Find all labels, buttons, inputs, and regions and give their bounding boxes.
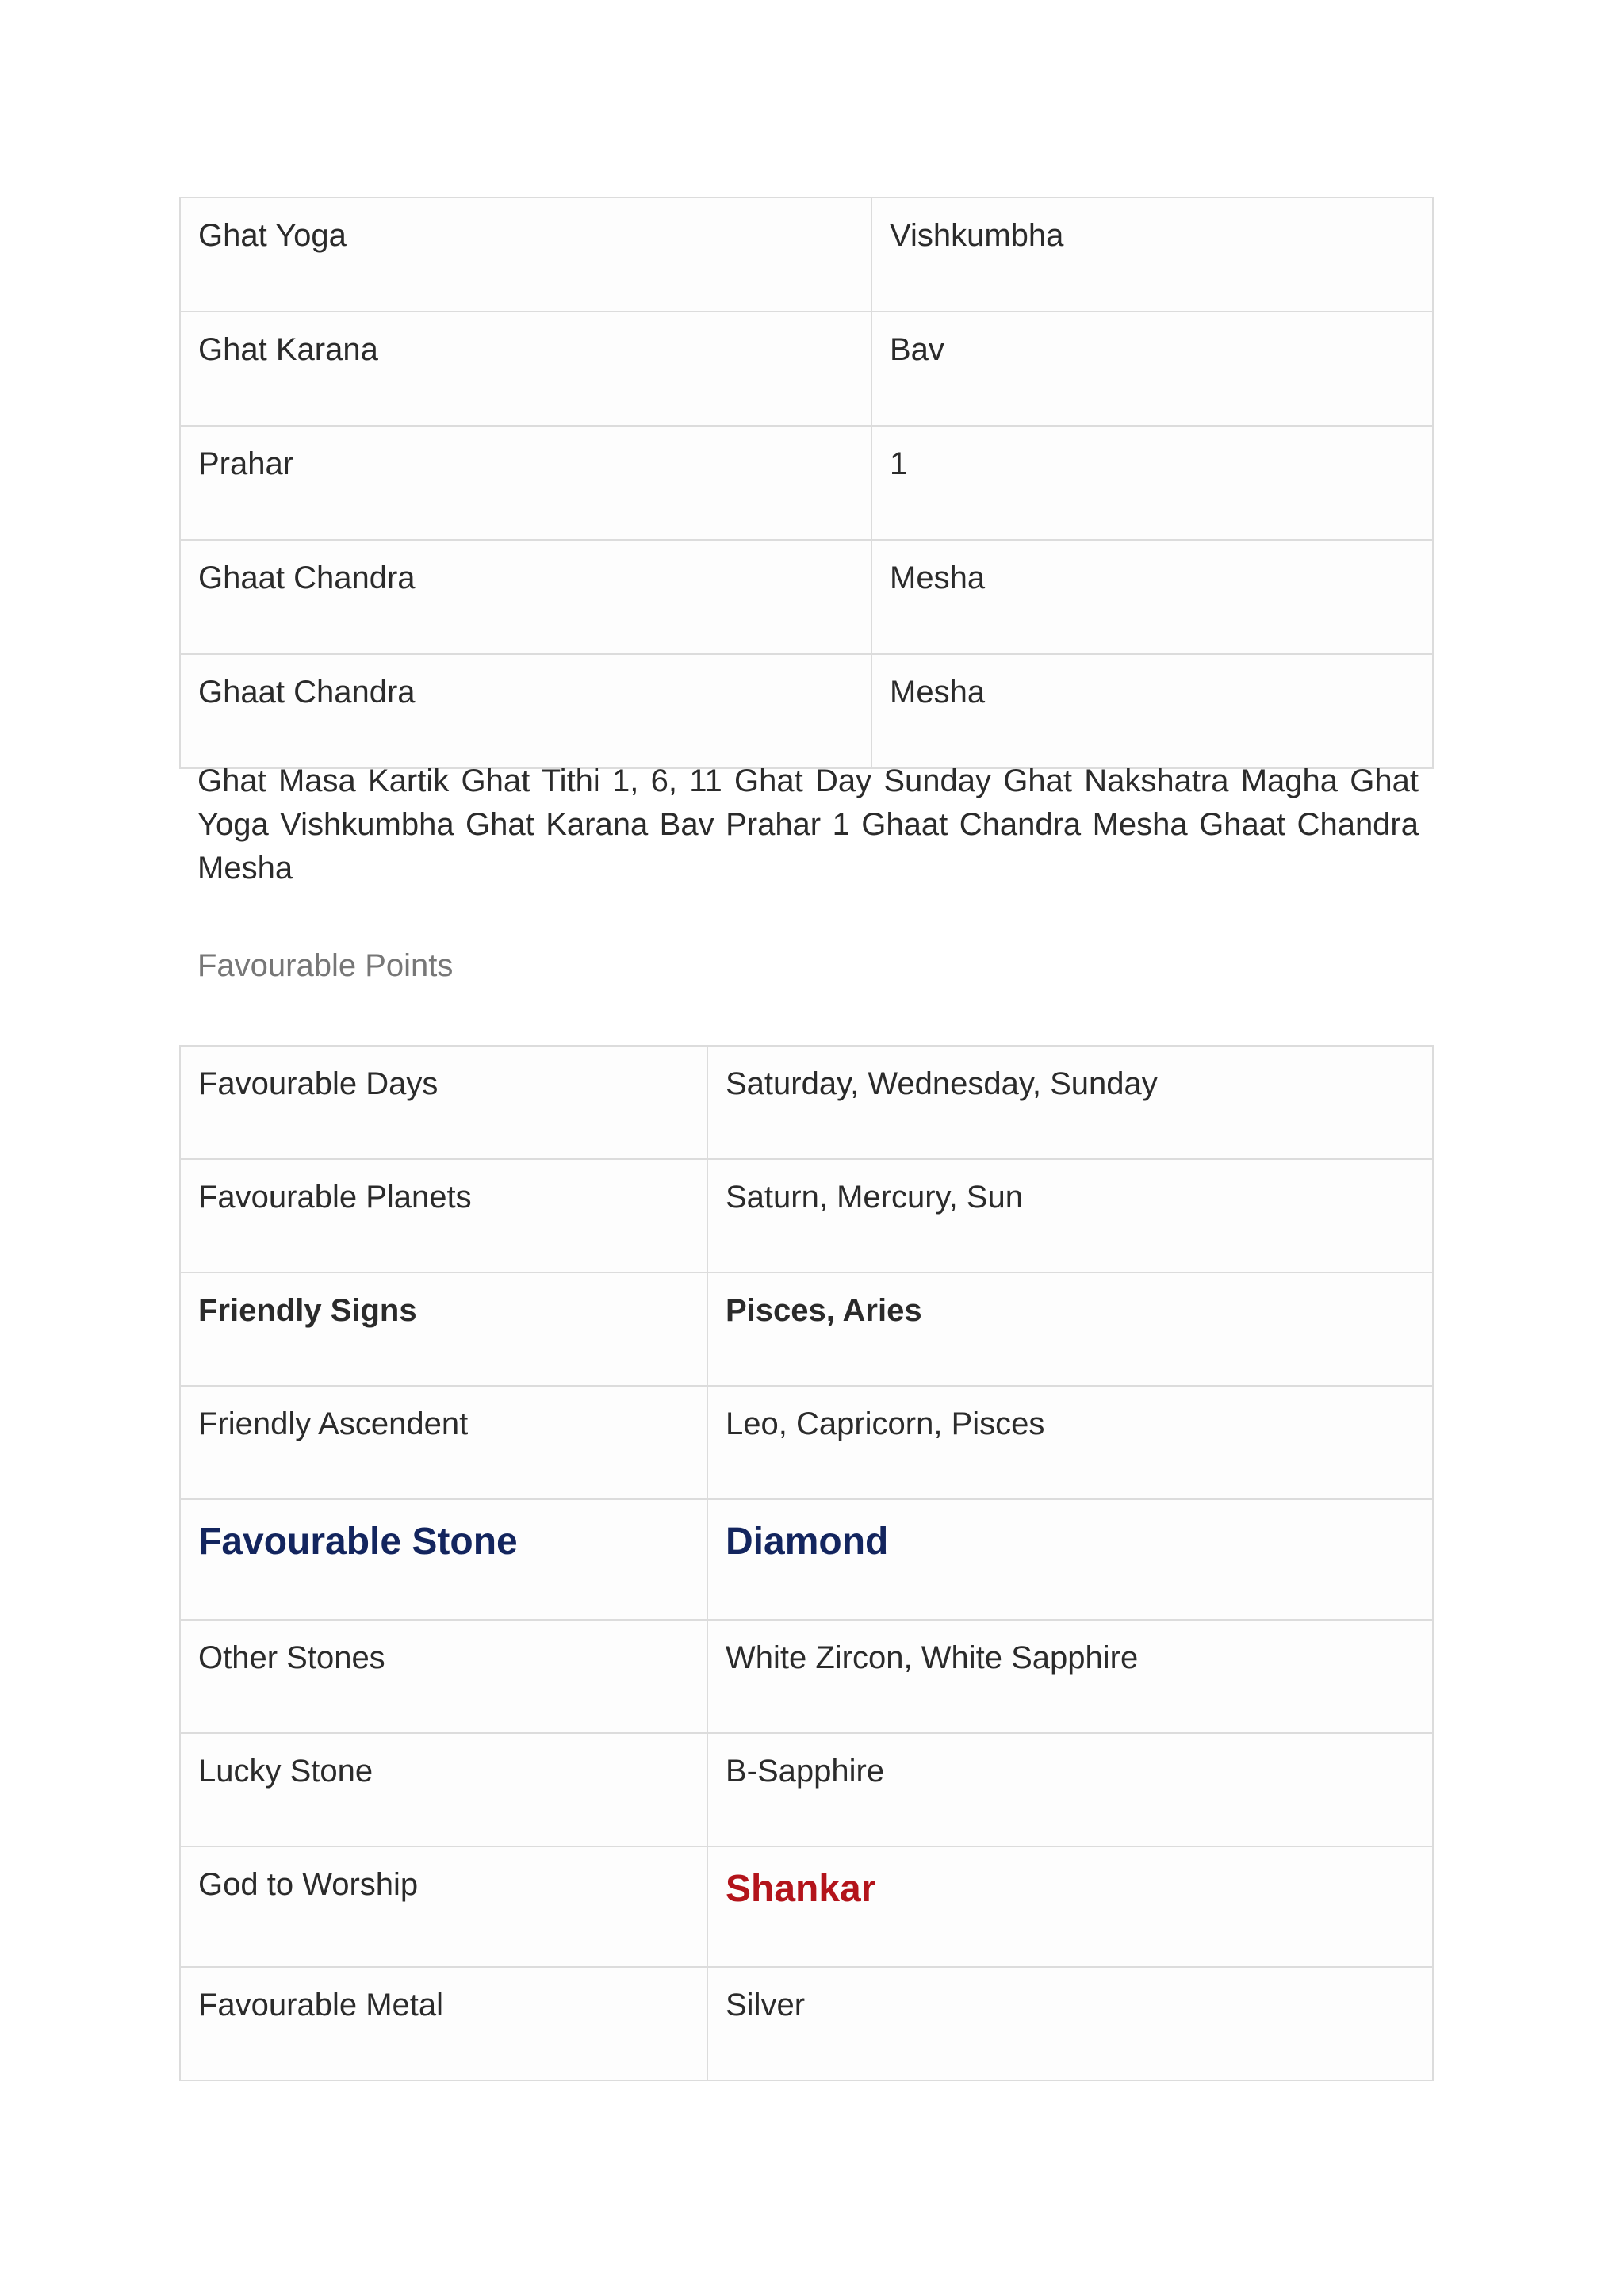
table-row (180, 197, 1433, 312)
row-label: Ghat Karana (180, 312, 871, 426)
row-value: Pisces, Aries (707, 1272, 1433, 1386)
row-label: Ghaat Chandra (180, 654, 871, 768)
row-value: Diamond (707, 1499, 1433, 1620)
table-row (180, 1967, 1433, 2080)
table-row (180, 1620, 1433, 1733)
row-label: Friendly Signs (180, 1272, 707, 1386)
row-label: Friendly Ascendent (180, 1386, 707, 1499)
row-value: Mesha (871, 654, 1433, 768)
row-label: Favourable Days (180, 1046, 707, 1159)
table-row (180, 312, 1433, 426)
table-row (180, 540, 1433, 654)
row-value: Shankar (707, 1846, 1433, 1967)
row-value: 1 (871, 426, 1433, 540)
ghat-summary-paragraph: Ghat Masa Kartik Ghat Tithi 1, 6, 11 Ghat Day Sunday Ghat Nakshatra Magha Ghat Yoga Vishkumbha Ghat Karana Bav Prahar 1 Ghaat Chandra Mesha Ghaat Chandra Mesha (197, 763, 1419, 886)
row-label: Ghat Yoga (180, 197, 871, 312)
row-value: Silver (707, 1967, 1433, 2080)
row-label: God to Worship (180, 1846, 707, 1967)
table-row (180, 1386, 1433, 1499)
row-label: Favourable Planets (180, 1159, 707, 1272)
row-label: Other Stones (180, 1620, 707, 1733)
row-value: Vishkumbha (871, 197, 1433, 312)
row-label: Ghaat Chandra (180, 540, 871, 654)
row-label: Prahar (180, 426, 871, 540)
favourable-points-table (179, 1045, 1434, 2081)
row-value: Bav (871, 312, 1433, 426)
ghat-details-table (179, 197, 1434, 769)
row-value: White Zircon, White Sapphire (707, 1620, 1433, 1733)
table-row (180, 1499, 1433, 1620)
row-value: B-Sapphire (707, 1733, 1433, 1846)
table-row (180, 1733, 1433, 1846)
table-row (180, 1159, 1433, 1272)
table-row (180, 1272, 1433, 1386)
row-value: Mesha (871, 540, 1433, 654)
table-row (180, 1046, 1433, 1159)
row-value: Saturn, Mercury, Sun (707, 1159, 1433, 1272)
table-row (180, 654, 1433, 768)
row-label: Favourable Metal (180, 1967, 707, 2080)
row-value: Saturday, Wednesday, Sunday (707, 1046, 1433, 1159)
table-row (180, 426, 1433, 540)
row-label: Lucky Stone (180, 1733, 707, 1846)
favourable-points-heading: Favourable Points (197, 948, 454, 983)
row-value: Leo, Capricorn, Pisces (707, 1386, 1433, 1499)
table-row (180, 1846, 1433, 1967)
row-label: Favourable Stone (180, 1499, 707, 1620)
